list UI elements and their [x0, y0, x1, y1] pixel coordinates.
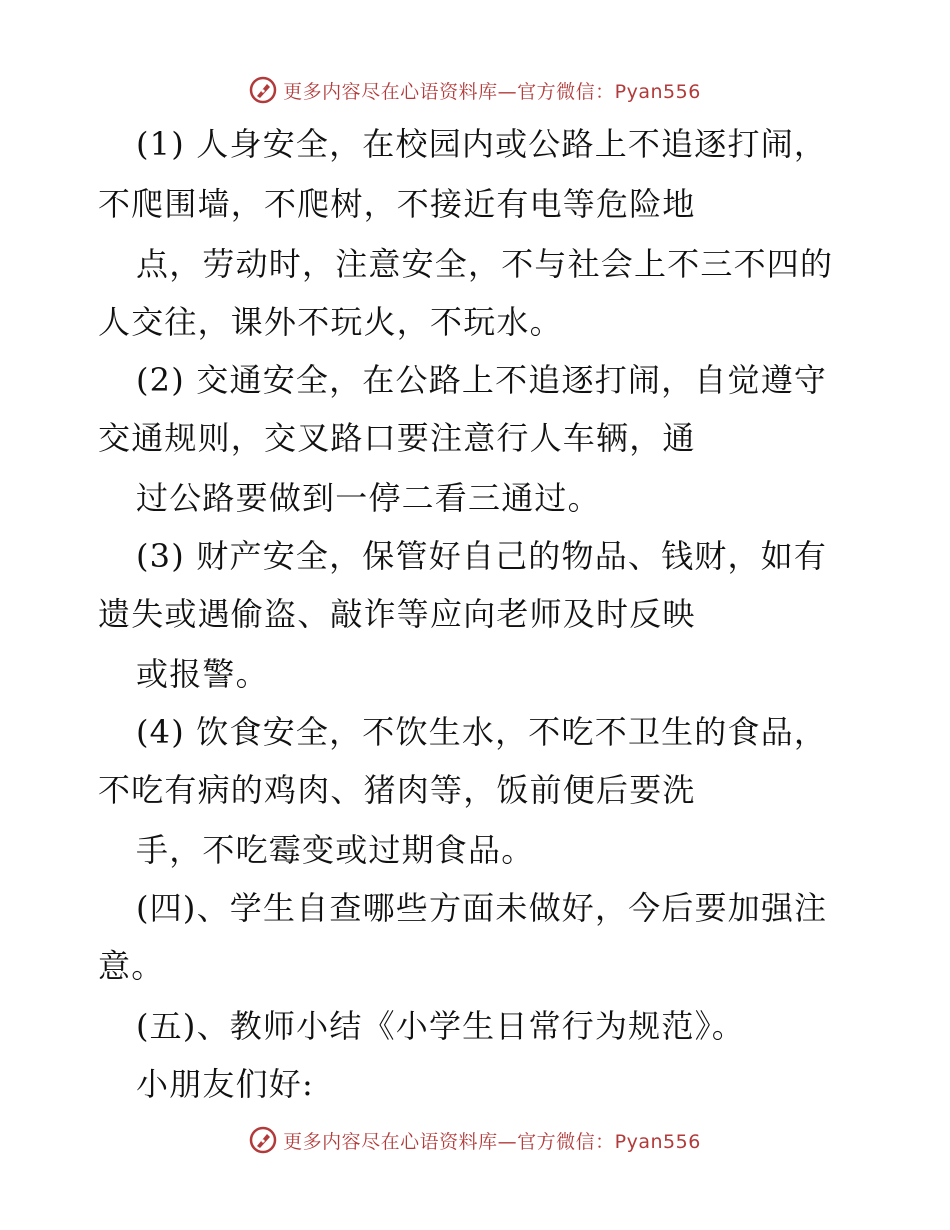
paragraph-line: (1) 人身安全，在校园内或公路上不追逐打闹，	[136, 125, 828, 163]
pen-nib-logo-icon	[249, 76, 277, 104]
watermark-text: 更多内容尽在心语资料库—官方微信：Pyan556	[283, 80, 701, 103]
paragraph-line: (3) 财产安全，保管好自己的物品、钱财，如有	[136, 537, 828, 575]
paragraph-line: (4) 饮食安全，不饮生水，不吃不卫生的食品，	[136, 713, 828, 751]
paragraph-line: 过公路要做到一停二看三通过。	[136, 479, 601, 517]
paragraph-line: 手，不吃霉变或过期食品。	[136, 831, 535, 869]
paragraph-line: 意。	[98, 947, 165, 985]
watermark-header	[0, 70, 950, 110]
paragraph-line: (2) 交通安全，在公路上不追逐打闹，自觉遵守	[136, 361, 828, 399]
pen-nib-logo-icon	[249, 1126, 277, 1154]
paragraph-line: (五)、教师小结《小学生日常行为规范》。	[136, 1007, 745, 1045]
paragraph-line: 不爬围墙，不爬树，不接近有电等危险地	[98, 185, 696, 223]
paragraph-line: 点，劳动时，注意安全，不与社会上不三不四的	[136, 245, 834, 283]
paragraph-line: 人交往，课外不玩火，不玩水。	[98, 303, 563, 341]
paragraph-line: 交通规则，交叉路口要注意行人车辆，通	[98, 419, 696, 457]
watermark-footer	[0, 1120, 950, 1160]
paragraph-line: (四)、学生自查哪些方面未做好，今后要加强注	[136, 889, 828, 927]
paragraph-line: 或报警。	[136, 655, 269, 693]
paragraph-line: 遗失或遇偷盗、敲诈等应向老师及时反映	[98, 595, 696, 633]
paragraph-line: 小朋友们好:	[136, 1065, 314, 1103]
paragraph-line: 不吃有病的鸡肉、猪肉等，饭前便后要洗	[98, 771, 696, 809]
watermark-text: 更多内容尽在心语资料库—官方微信：Pyan556	[283, 1130, 701, 1153]
